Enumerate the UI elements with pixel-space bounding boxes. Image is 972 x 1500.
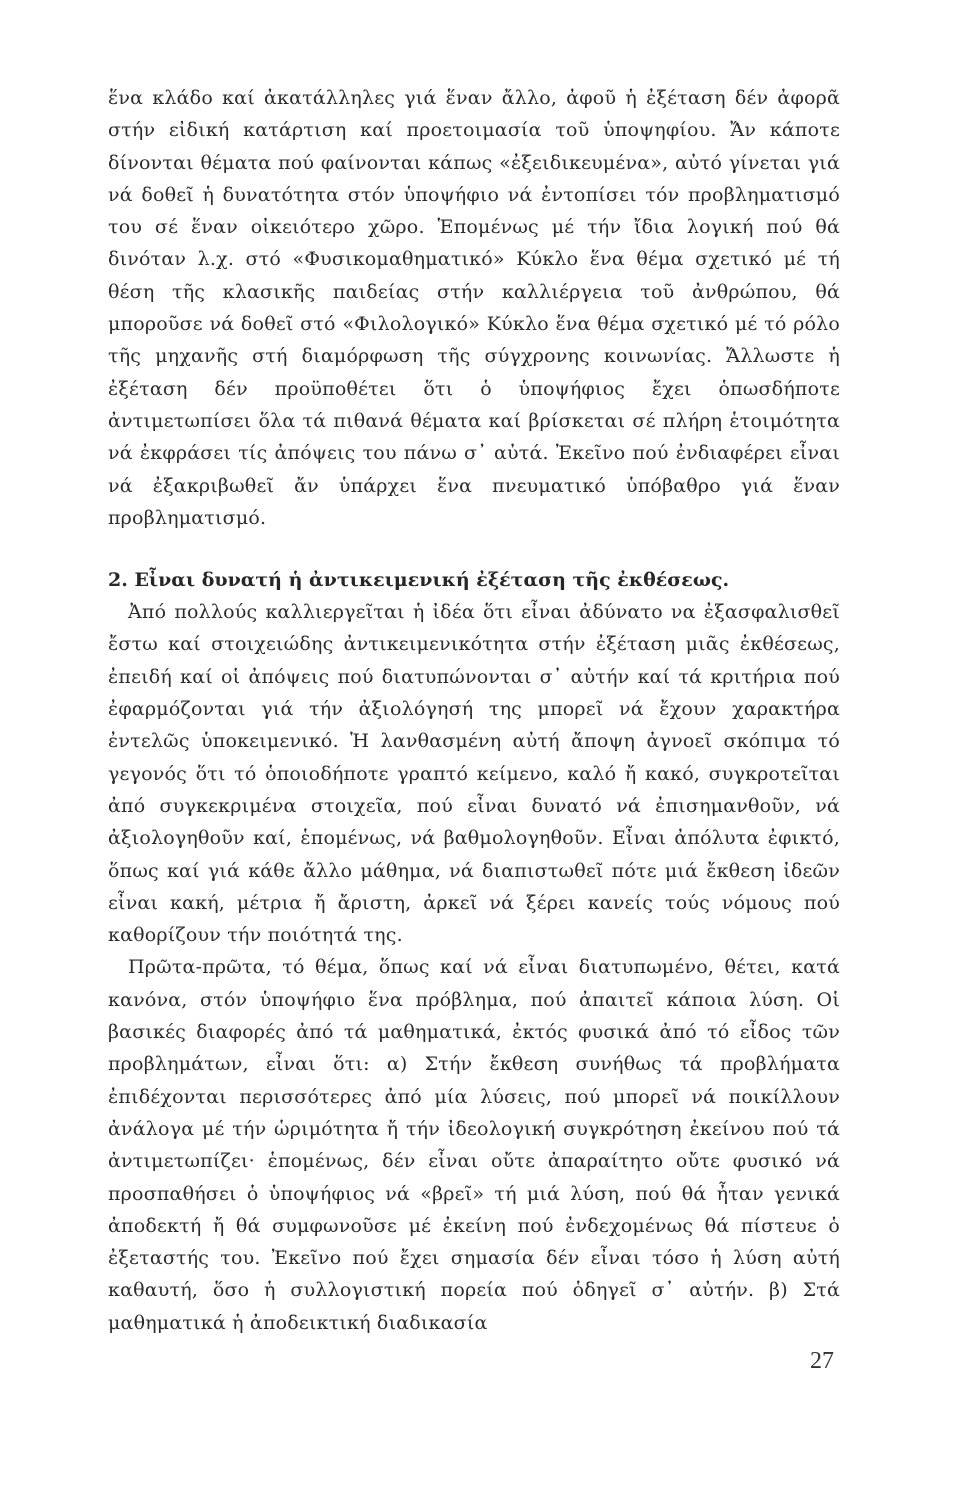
page-number: 27 [810, 1348, 834, 1374]
paragraph-objectivity: Ἀπό πολλούς καλλιεργεῖται ἡ ἰδέα ὅτι εἶναι ἀδύνατο να ἐξασφαλισθεῖ ἔστω καί στοιχειώδης ἀντικειμενικότητα στήν ἐξέταση μιᾶς ἐκθέσεως, ἐπειδή καί οἱ ἀπόψεις πού διατυπώνονται σ᾽ αὐτήν καί τά κριτήρια πού ἐφαρμόζονται γιά τήν ἀξιολόγησή της μπορεῖ νά ἔχουν χαρακτήρα ἐντελῶς ὑποκειμενικό. Ἡ λανθασμένη αὐτή ἄποψη ἀγνοεῖ σκόπιμα τό γεγονός ὅτι τό ὁποιοδήποτε γραπτό κείμενο, καλό ἤ κακό, συγκροτεῖται ἀπό συγκεκριμένα στοιχεῖα, πού εἶναι δυνατό νά ἐπισημανθοῦν, νά ἀξιολογηθοῦν καί, ἑπομένως, νά βαθμολογηθοῦν. Εἶναι ἀπόλυτα ἐφικτό, ὅπως καί γιά κάθε ἄλλο μάθημα, νά διαπιστωθεῖ πότε μιά ἔκθεση ἰδεῶν εἶναι κακή, μέτρια ἤ ἄριστη, ἀρκεῖ νά ξέρει κανείς τούς νόμους πού καθορίζουν τήν ποιότητά της. [108, 601, 840, 947]
paragraph-first-of-all: Πρῶτα-πρῶτα, τό θέμα, ὅπως καί νά εἶναι διατυπωμένο, θέτει, κατά κανόνα, στόν ὑποψήφιο ἕνα πρόβλημα, πού ἀπαιτεῖ κάποια λύση. Οἱ βασικές διαφορές ἀπό τά μαθηματικά, ἐκτός φυσικά ἀπό τό εἶδος τῶν προβλημάτων, εἶναι ὅτι: α) Στήν ἔκθεση συνήθως τά προβλήματα ἐπιδέχονται περισσότερες ἀπό μία λύσεις, πού μπορεῖ νά ποικίλλουν ἀνάλογα μέ τήν ὡριμότητα ἤ τήν ἰδεολογική συγκρότηση ἐκείνου πού τά ἀντιμετωπίζει· ἑπομένως, δέν εἶναι οὔτε ἀπαραίτητο οὔτε φυσικό νά προσπαθήσει ὁ ὑποψήφιος νά «βρεῖ» τή μιά λύση, πού θά ἦταν γενικά ἀποδεκτή ἤ θά συμφωνοῦσε μέ ἐκείνη πού ἐνδεχομένως θά πίστευε ὁ ἐξεταστής του. Ἐκεῖνο πού ἔχει σημασία δέν εἶναι τόσο ἡ λύση αὐτή καθαυτή, ὅσο ἡ συλλογιστική πορεία πού ὁδηγεῖ σ᾽ αὐτήν. β) Στά μαθηματικά ἡ ἀποδεικτική διαδικασία [108, 956, 840, 1334]
section-heading: 2. Εἶναι δυνατή ἡ ἀντικειμενική ἐξέταση τῆς ἐκθέσεως. [108, 569, 730, 592]
page-body [108, 82, 840, 1339]
paragraph-continued: ἕνα κλάδο καί ἀκατάλληλες γιά ἕναν ἄλλο, ἀφοῦ ἡ ἐξέταση δέν ἀφορᾶ στήν εἰδική κατάρτιση καί προετοιμασία τοῦ ὑποψηφίου. Ἄν κάποτε δίνονται θέματα πού φαίνονται κάπως «ἐξειδικευμένα», αὐτό γίνεται γιά νά δοθεῖ ἡ δυνατότητα στόν ὑποψήφιο νά ἐντοπίσει τόν προβληματισμό του σέ ἕναν οἰκειότερο χῶρο. Ἑπομένως μέ τήν ἴδια λογική πού θά δινόταν λ.χ. στό «Φυσικομαθηματικό» Κύκλο ἕνα θέμα σχετικό μέ τή θέση τῆς κλασικῆς παιδείας στήν καλλιέργεια τοῦ ἀνθρώπου, θά μποροῦσε νά δοθεῖ στό «Φιλολογικό» Κύκλο ἕνα θέμα σχετικό μέ τό ρόλο τῆς μηχανῆς στή διαμόρφωση τῆς σύγχρονης κοινωνίας. Ἄλλωστε ἡ ἐξέταση δέν προϋποθέτει ὅτι ὁ ὑποψήφιος ἔχει ὁπωσδήποτε ἀντιμετωπίσει ὅλα τά πιθανά θέματα καί βρίσκεται σέ πλήρη ἑτοιμότητα νά ἐκφράσει τίς ἀπόψεις του πάνω σ᾽ αὐτά. Ἐκεῖνο πού ἐνδιαφέρει εἶναι νά ἐξακριβωθεῖ ἄν ὑπάρχει ἕνα πνευματικό ὑπόβαθρο γιά ἕναν προβληματισμό. [108, 87, 840, 529]
